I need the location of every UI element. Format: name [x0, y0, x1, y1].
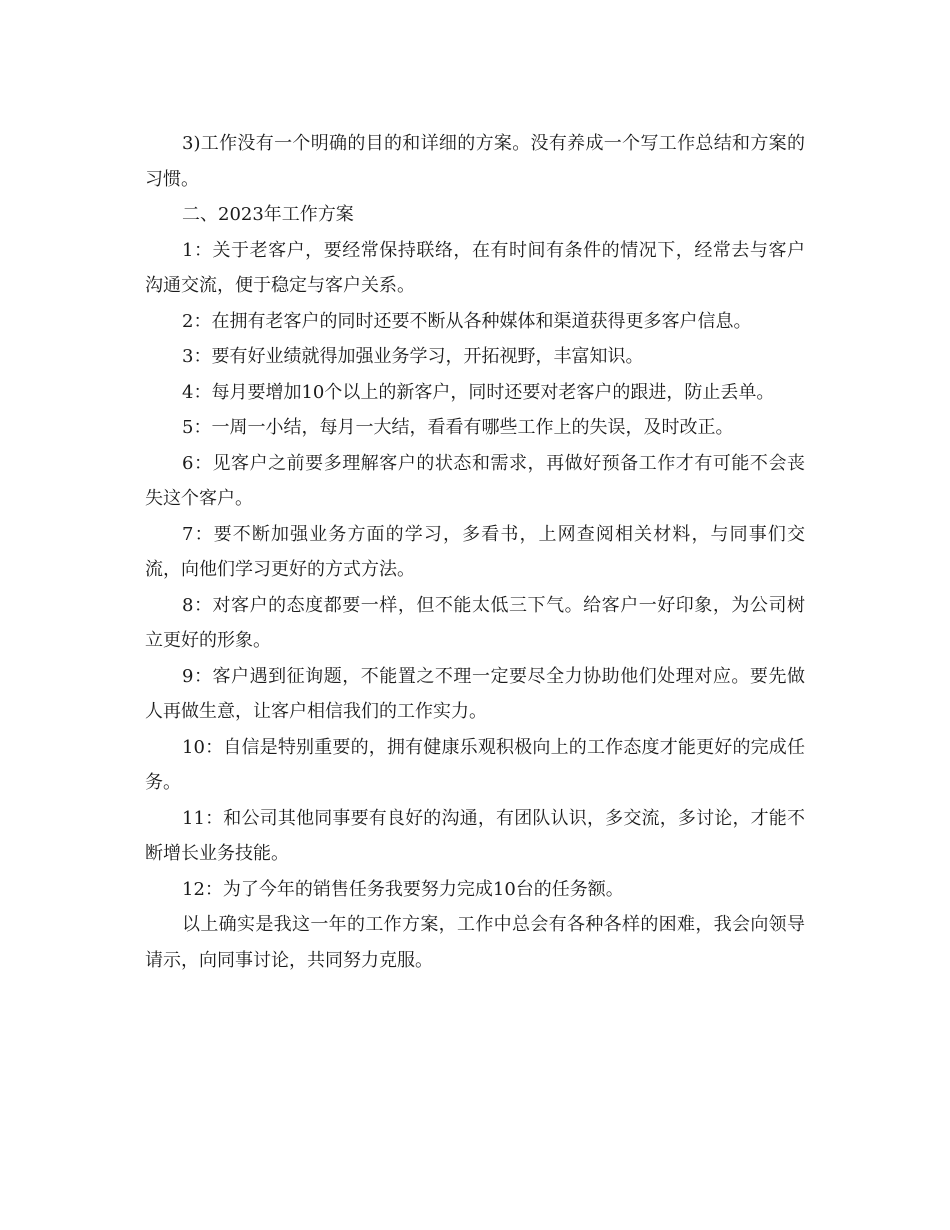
plan-item-2: 2：在拥有老客户的同时还要不断从各种媒体和渠道获得更多客户信息。	[182, 310, 752, 332]
plan-item-1: 1：关于老客户，要经常保持联络，在有时间有条件的情况下，经常去与客户沟通交流，便于稳定与客户关系。	[145, 239, 805, 296]
plan-item-10: 10：自信是特别重要的，拥有健康乐观积极向上的工作态度才能更好的完成任务。	[145, 736, 805, 793]
plan-item-4: 4：每月要增加10个以上的新客户，同时还要对老客户的跟进，防止丢单。	[182, 381, 775, 403]
plan-item-6: 6：见客户之前要多理解客户的状态和需求，再做好预备工作才有可能不会丧失这个客户。	[145, 452, 805, 509]
plan-item-5: 5：一周一小结，每月一大结，看看有哪些工作上的失误，及时改正。	[182, 417, 734, 438]
paragraph-issue-3: 3)工作没有一个明确的目的和详细的方案。没有养成一个写工作总结和方案的习惯。	[145, 133, 805, 190]
plan-item-3: 3：要有好业绩就得加强业务学习，开拓视野，丰富知识。	[182, 346, 644, 367]
closing-paragraph: 以上确实是我这一年的工作方案，工作中总会有各种各样的困难，我会向领导请示，向同事讨论，共同努力克服。	[145, 914, 805, 971]
plan-item-12: 12：为了今年的销售任务我要努力完成10台的任务额。	[182, 878, 624, 900]
section-heading-2023-plan: 二、2023年工作方案	[182, 204, 354, 225]
plan-item-8: 8：对客户的态度都要一样，但不能太低三下气。给客户一好印象，为公司树立更好的形象。	[145, 594, 805, 651]
plan-item-9: 9：客户遇到征询题，不能置之不理一定要尽全力协助他们处理对应。要先做人再做生意，让客户相信我们的工作实力。	[145, 665, 805, 722]
plan-item-7: 7：要不断加强业务方面的学习，多看书，上网查阅相关材料，与同事们交流，向他们学习更好的方式方法。	[145, 523, 805, 580]
document-body	[145, 126, 805, 978]
plan-item-11: 11：和公司其他同事要有良好的沟通，有团队认识，多交流，多讨论，才能不断增长业务技能。	[145, 807, 805, 864]
